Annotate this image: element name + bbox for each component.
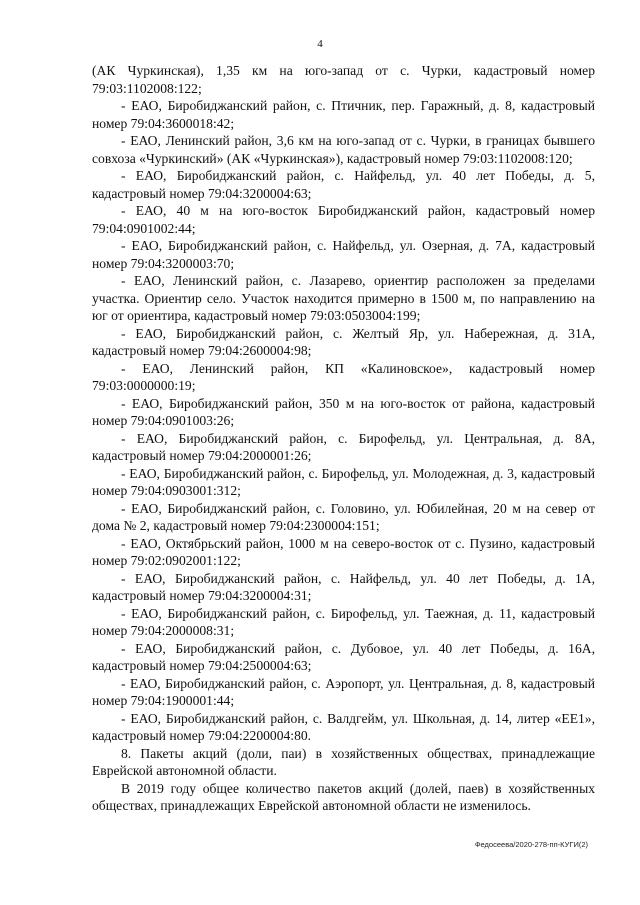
list-item: - ЕАО, Ленинский район, 3,6 км на юго-запад от с. Чурки, в границах бывшего совхоза «Чуркинский» (АК «Чуркинская»), кадастровый номер 79:03:1102008:120; <box>92 133 595 166</box>
list-item: - ЕАО, Ленинский район, КП «Калиновское», кадастровый номер 79:03:0000000:19; <box>92 360 595 393</box>
paragraph-continuation: (АК Чуркинская), 1,35 км на юго-запад от с. Чурки, кадастровый номер 79:03:1102008:122; <box>92 63 595 96</box>
document-body <box>92 62 595 815</box>
list-item: - ЕАО, Биробиджанский район, с. Головино, ул. Юбилейная, 20 м на север от дома № 2, кадастровый номер 79:04:2300004:151; <box>92 500 595 533</box>
footer-document-code: Федосеева/2020-278-пп-КУГИ(2) <box>474 840 588 849</box>
list-item: - ЕАО, Биробиджанский район, с. Желтый Яр, ул. Набережная, д. 31А, кадастровый номер 79:04:2600004:98; <box>92 325 595 358</box>
list-item: - ЕАО, Октябрьский район, 1000 м на северо-восток от с. Пузино, кадастровый номер 79:02:0902001:122; <box>92 535 595 568</box>
page-number: 4 <box>317 38 323 50</box>
list-item: - ЕАО, Биробиджанский район, с. Найфельд, ул. Озерная, д. 7А, кадастровый номер 79:04:3200003:70; <box>92 238 595 271</box>
list-item: - ЕАО, Ленинский район, с. Лазарево, ориентир расположен за пределами участка. Ориентир село. Участок находится примерно в 1500 м, по направлению на юг от ориентира, кадастровый номер 79:03:0503004:199; <box>92 273 595 323</box>
paragraph: В 2019 году общее количество пакетов акций (долей, паев) в хозяйственных обществах, принадлежащих Еврейской автономной области не изменилось. <box>92 780 595 813</box>
list-item: - ЕАО, Биробиджанский район, с. Бирофельд, ул. Таежная, д. 11, кадастровый номер 79:04:2000008:31; <box>92 605 595 638</box>
list-item: - ЕАО, Биробиджанский район, с. Бирофельд, ул. Центральная, д. 8А, кадастровый номер 79:04:2000001:26; <box>92 430 595 463</box>
list-item: - ЕАО, Биробиджанский район, с. Найфельд, ул. 40 лет Победы, д. 1А, кадастровый номер 79:04:3200004:31; <box>92 570 595 603</box>
list-item: - ЕАО, Биробиджанский район, с. Аэропорт, ул. Центральная, д. 8, кадастровый номер 79:04:1900001:44; <box>92 675 595 708</box>
list-item: - ЕАО, Биробиджанский район, с. Бирофельд, ул. Молодежная, д. 3, кадастровый номер 79:04:0903001:312; <box>92 465 595 498</box>
section-heading: 8. Пакеты акций (доли, паи) в хозяйственных обществах, принадлежащие Еврейской автономной области. <box>92 745 595 778</box>
list-item: - ЕАО, Биробиджанский район, с. Валдгейм, ул. Школьная, д. 14, литер «ЕЕ1», кадастровый номер 79:04:2200004:80. <box>92 710 595 743</box>
list-item: - ЕАО, Биробиджанский район, с. Птичник, пер. Гаражный, д. 8, кадастровый номер 79:04:3600018:42; <box>92 98 595 131</box>
list-item: - ЕАО, 40 м на юго-восток Биробиджанский район, кадастровый номер 79:04:0901002:44; <box>92 203 595 236</box>
list-item: - ЕАО, Биробиджанский район, с. Найфельд, ул. 40 лет Победы, д. 5, кадастровый номер 79:04:3200004:63; <box>92 168 595 201</box>
list-item: - ЕАО, Биробиджанский район, с. Дубовое, ул. 40 лет Победы, д. 16А, кадастровый номер 79:04:2500004:63; <box>92 640 595 673</box>
list-item: - ЕАО, Биробиджанский район, 350 м на юго-восток от района, кадастровый номер 79:04:0901003:26; <box>92 395 595 428</box>
